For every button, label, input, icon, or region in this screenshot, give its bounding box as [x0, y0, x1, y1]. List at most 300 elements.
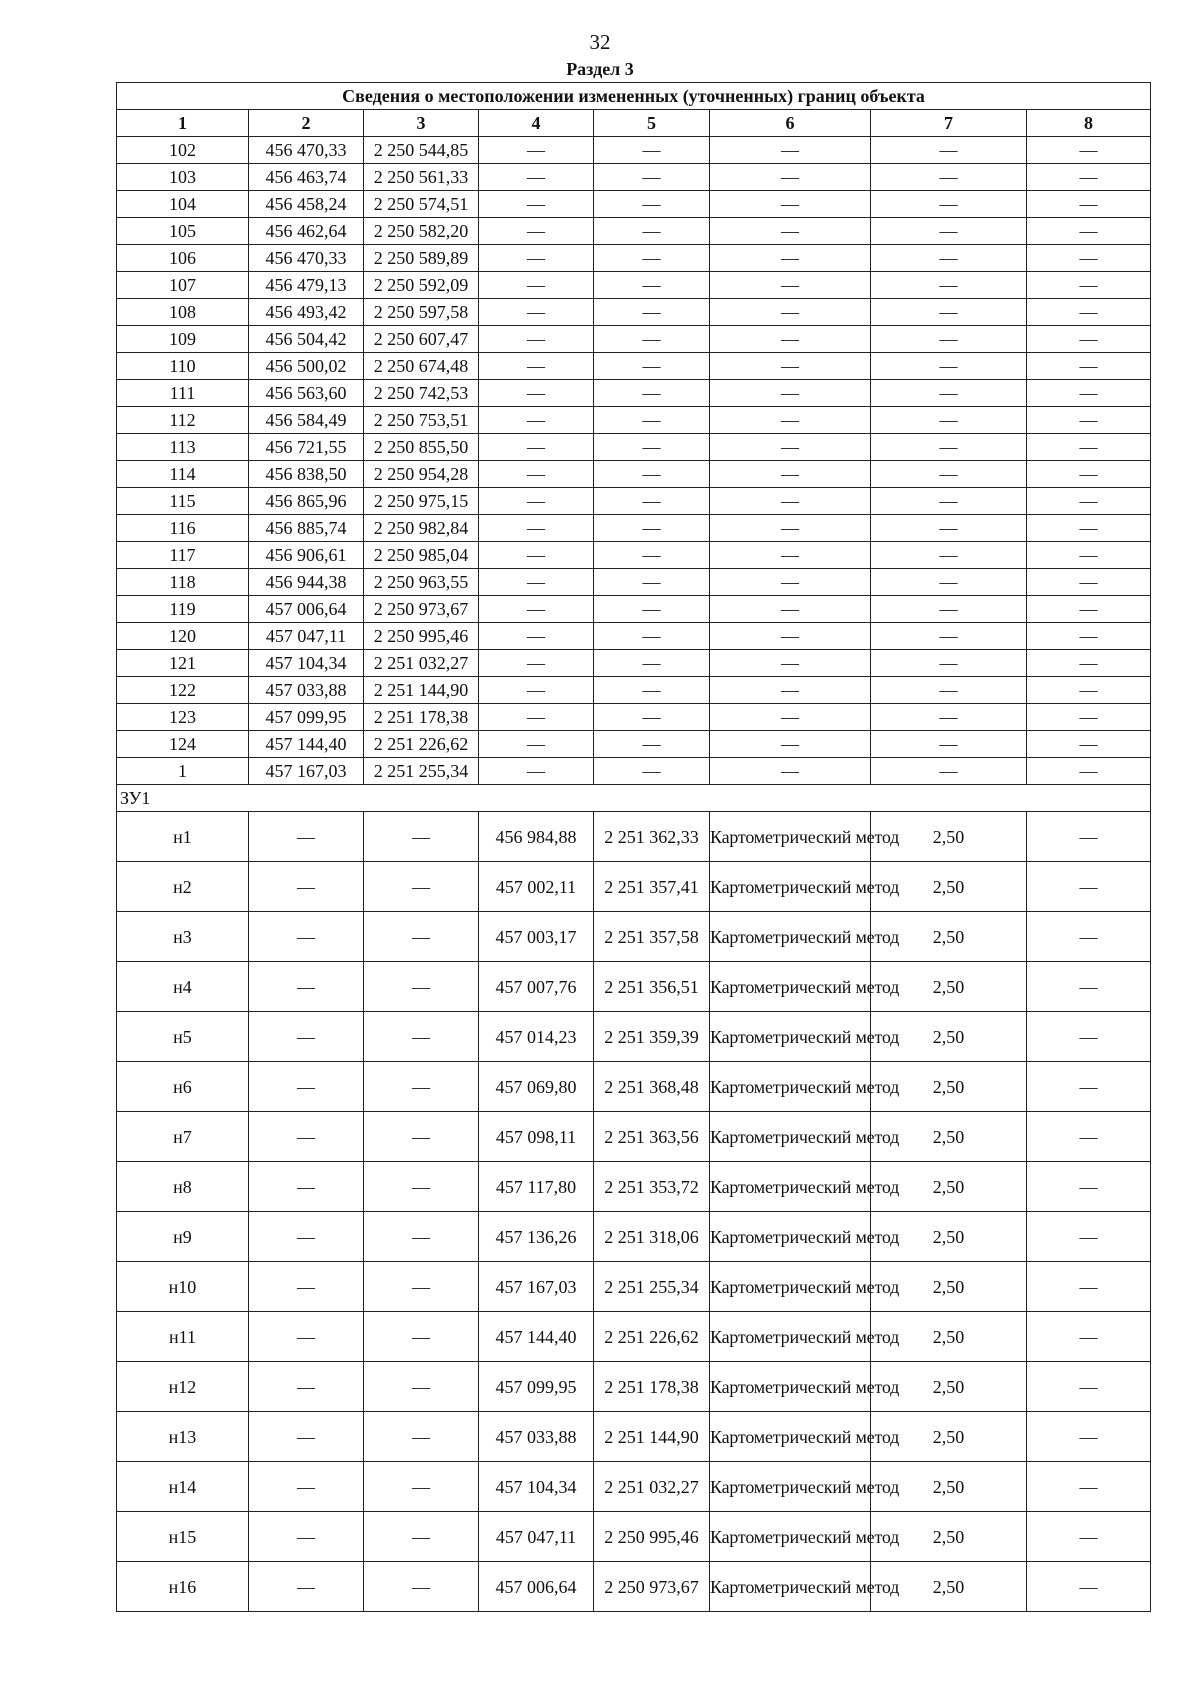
table-cell: 114: [117, 461, 249, 488]
column-header: 8: [1027, 110, 1151, 137]
table-cell: 109: [117, 326, 249, 353]
table-cell: 2 250 742,53: [364, 380, 479, 407]
table-cell: —: [1027, 1512, 1151, 1562]
table-cell: —: [479, 434, 594, 461]
table-cell: —: [594, 299, 710, 326]
method-cell: Картометрический метод: [710, 1012, 871, 1062]
table-cell: —: [594, 461, 710, 488]
column-header: 6: [710, 110, 871, 137]
table-cell: —: [710, 353, 871, 380]
table-cell: 2 250 544,85: [364, 137, 479, 164]
table-cell: —: [1027, 1412, 1151, 1462]
method-cell: Картометрический метод: [710, 1312, 871, 1362]
method-cell: Картометрический метод: [710, 1162, 871, 1212]
table-cell: —: [594, 542, 710, 569]
table-cell: —: [479, 380, 594, 407]
table-cell: 2 251 178,38: [364, 704, 479, 731]
table-cell: 118: [117, 569, 249, 596]
table-cell: —: [1027, 1212, 1151, 1262]
table-body: [117, 83, 1151, 1612]
table-cell: н7: [117, 1112, 249, 1162]
table-cell: 2 250 574,51: [364, 191, 479, 218]
table-cell: 457 104,34: [479, 1462, 594, 1512]
table-cell: —: [249, 1462, 364, 1512]
table-cell: —: [249, 1262, 364, 1312]
table-cell: —: [710, 623, 871, 650]
table-row: [117, 862, 1151, 912]
table-cell: 2 250 973,67: [594, 1562, 710, 1612]
table-cell: 2,50: [871, 912, 1027, 962]
table-cell: 456 470,33: [249, 137, 364, 164]
table-cell: н1: [117, 812, 249, 862]
table-cell: —: [364, 1112, 479, 1162]
table-cell: —: [710, 758, 871, 785]
table-cell: —: [871, 299, 1027, 326]
table-cell: 2 251 362,33: [594, 812, 710, 862]
table-cell: 2,50: [871, 1512, 1027, 1562]
table-cell: 107: [117, 272, 249, 299]
table-cell: —: [1027, 862, 1151, 912]
table-cell: н2: [117, 862, 249, 912]
table-cell: 457 098,11: [479, 1112, 594, 1162]
group-label: ЗУ1: [117, 785, 1151, 812]
column-header: 1: [117, 110, 249, 137]
table-cell: 2 250 973,67: [364, 596, 479, 623]
table-cell: —: [1027, 623, 1151, 650]
table-row: [117, 1512, 1151, 1562]
table-cell: 104: [117, 191, 249, 218]
table-cell: —: [1027, 272, 1151, 299]
table-cell: 457 144,40: [249, 731, 364, 758]
table-row: [117, 299, 1151, 326]
page-number: 32: [589, 30, 611, 54]
table-cell: 120: [117, 623, 249, 650]
table-cell: 2,50: [871, 962, 1027, 1012]
table-cell: —: [594, 191, 710, 218]
table-cell: —: [594, 434, 710, 461]
table-row: [117, 542, 1151, 569]
table-cell: 2 250 597,58: [364, 299, 479, 326]
table-row: [117, 731, 1151, 758]
table-cell: —: [594, 704, 710, 731]
table-cell: —: [710, 677, 871, 704]
table-cell: —: [249, 1362, 364, 1412]
table-cell: 457 002,11: [479, 862, 594, 912]
table-cell: 2 250 592,09: [364, 272, 479, 299]
table-cell: н5: [117, 1012, 249, 1062]
table-cell: —: [479, 569, 594, 596]
table-cell: 456 944,38: [249, 569, 364, 596]
table-cell: н4: [117, 962, 249, 1012]
table-cell: —: [710, 461, 871, 488]
table-cell: —: [871, 137, 1027, 164]
table-cell: —: [1027, 912, 1151, 962]
table-cell: 2 251 255,34: [594, 1262, 710, 1312]
table-cell: —: [364, 962, 479, 1012]
table-cell: —: [871, 704, 1027, 731]
column-header: 7: [871, 110, 1027, 137]
table-cell: —: [594, 218, 710, 245]
table-cell: —: [594, 272, 710, 299]
column-header: 5: [594, 110, 710, 137]
table-cell: —: [710, 731, 871, 758]
method-cell: Картометрический метод: [710, 1412, 871, 1462]
group-row: [117, 785, 1151, 812]
table-cell: 457 006,64: [479, 1562, 594, 1612]
table-cell: 2 251 357,41: [594, 862, 710, 912]
table-cell: —: [710, 488, 871, 515]
table-cell: —: [710, 164, 871, 191]
table-cell: 116: [117, 515, 249, 542]
method-cell: Картометрический метод: [710, 1512, 871, 1562]
table-cell: —: [871, 434, 1027, 461]
table-cell: 2 250 589,89: [364, 245, 479, 272]
table-cell: 2,50: [871, 1062, 1027, 1112]
table-cell: 2,50: [871, 1262, 1027, 1312]
table-cell: 456 906,61: [249, 542, 364, 569]
method-cell: Картометрический метод: [710, 1262, 871, 1312]
table-cell: —: [479, 758, 594, 785]
table-cell: —: [1027, 164, 1151, 191]
table-cell: 2,50: [871, 1312, 1027, 1362]
table-cell: —: [710, 515, 871, 542]
table-cell: —: [479, 353, 594, 380]
table-cell: —: [710, 218, 871, 245]
table-cell: —: [364, 1312, 479, 1362]
table-cell: 2 250 561,33: [364, 164, 479, 191]
table-cell: 108: [117, 299, 249, 326]
table-row: [117, 1012, 1151, 1062]
table-cell: 2 251 178,38: [594, 1362, 710, 1412]
table-cell: —: [594, 623, 710, 650]
table-row: [117, 380, 1151, 407]
table-cell: 2 250 582,20: [364, 218, 479, 245]
column-header: 3: [364, 110, 479, 137]
table-cell: н14: [117, 1462, 249, 1512]
table-row: [117, 488, 1151, 515]
table-cell: —: [1027, 677, 1151, 704]
table-cell: 2 251 359,39: [594, 1012, 710, 1062]
table-cell: 123: [117, 704, 249, 731]
table-cell: —: [249, 1162, 364, 1212]
table-row: [117, 812, 1151, 862]
section-title: Раздел 3: [566, 59, 634, 79]
table-cell: 2,50: [871, 1012, 1027, 1062]
method-cell: Картометрический метод: [710, 1062, 871, 1112]
table-cell: —: [594, 650, 710, 677]
table-cell: —: [871, 596, 1027, 623]
table-row: [117, 407, 1151, 434]
table-row: [117, 461, 1151, 488]
table-cell: 456 838,50: [249, 461, 364, 488]
table-cell: н3: [117, 912, 249, 962]
table-cell: —: [594, 164, 710, 191]
table-cell: —: [710, 596, 871, 623]
table-cell: 2,50: [871, 1212, 1027, 1262]
table-cell: 2,50: [871, 1112, 1027, 1162]
table-cell: —: [1027, 1362, 1151, 1412]
table-cell: 457 007,76: [479, 962, 594, 1012]
table-cell: 2 250 963,55: [364, 569, 479, 596]
table-cell: 2,50: [871, 1362, 1027, 1412]
table-row: [117, 245, 1151, 272]
method-cell: Картометрический метод: [710, 1462, 871, 1512]
table-cell: —: [871, 461, 1027, 488]
table-cell: —: [1027, 353, 1151, 380]
table-cell: —: [871, 245, 1027, 272]
table-cell: —: [479, 245, 594, 272]
table-cell: 124: [117, 731, 249, 758]
table-cell: 2 251 255,34: [364, 758, 479, 785]
table-cell: —: [1027, 407, 1151, 434]
table-cell: 456 493,42: [249, 299, 364, 326]
table-cell: 457 033,88: [249, 677, 364, 704]
table-cell: —: [1027, 650, 1151, 677]
table-cell: н15: [117, 1512, 249, 1562]
table-cell: 2 250 975,15: [364, 488, 479, 515]
table-cell: 121: [117, 650, 249, 677]
table-row: [117, 962, 1151, 1012]
table-cell: —: [364, 1062, 479, 1112]
table-cell: —: [364, 1212, 479, 1262]
table-cell: —: [594, 758, 710, 785]
table-cell: —: [249, 1112, 364, 1162]
table-cell: —: [364, 1262, 479, 1312]
table-cell: —: [594, 137, 710, 164]
table-cell: —: [1027, 812, 1151, 862]
table-cell: —: [479, 704, 594, 731]
table-cell: —: [479, 191, 594, 218]
table-cell: 2,50: [871, 1162, 1027, 1212]
table-row: [117, 1062, 1151, 1112]
table-cell: —: [364, 1462, 479, 1512]
table-cell: —: [1027, 299, 1151, 326]
table-cell: —: [249, 862, 364, 912]
table-cell: —: [249, 962, 364, 1012]
table-cell: 106: [117, 245, 249, 272]
table-cell: 456 470,33: [249, 245, 364, 272]
table-cell: —: [871, 650, 1027, 677]
table-cell: —: [1027, 488, 1151, 515]
table-cell: —: [479, 650, 594, 677]
table-cell: —: [594, 407, 710, 434]
table-cell: —: [710, 650, 871, 677]
table-cell: —: [364, 1562, 479, 1612]
table-cell: —: [479, 623, 594, 650]
table-cell: —: [479, 137, 594, 164]
table-cell: 456 462,64: [249, 218, 364, 245]
table-cell: —: [594, 353, 710, 380]
table-cell: —: [1027, 515, 1151, 542]
table-cell: 2 251 032,27: [594, 1462, 710, 1512]
table-cell: —: [1027, 137, 1151, 164]
table-cell: —: [249, 1012, 364, 1062]
table-cell: —: [594, 245, 710, 272]
table-cell: —: [479, 515, 594, 542]
table-row: [117, 353, 1151, 380]
table-cell: —: [479, 299, 594, 326]
table-cell: —: [871, 353, 1027, 380]
table-cell: —: [1027, 1062, 1151, 1112]
table-cell: —: [1027, 1312, 1151, 1362]
table-cell: —: [479, 407, 594, 434]
table-row: [117, 912, 1151, 962]
table-cell: 111: [117, 380, 249, 407]
table-cell: —: [479, 596, 594, 623]
table-cell: 105: [117, 218, 249, 245]
table-cell: —: [479, 272, 594, 299]
table-cell: —: [1027, 569, 1151, 596]
table-cell: 456 500,02: [249, 353, 364, 380]
table-cell: 2 251 363,56: [594, 1112, 710, 1162]
table-cell: н12: [117, 1362, 249, 1412]
table-cell: 457 144,40: [479, 1312, 594, 1362]
method-cell: Картометрический метод: [710, 1362, 871, 1412]
table-cell: 113: [117, 434, 249, 461]
table-cell: —: [710, 299, 871, 326]
table-cell: 2 250 985,04: [364, 542, 479, 569]
table-cell: —: [1027, 758, 1151, 785]
table-cell: —: [871, 758, 1027, 785]
table-cell: 456 721,55: [249, 434, 364, 461]
table-cell: н6: [117, 1062, 249, 1112]
table-cell: —: [710, 245, 871, 272]
table-cell: —: [594, 596, 710, 623]
table-cell: —: [364, 812, 479, 862]
table-cell: —: [1027, 461, 1151, 488]
table-cell: —: [479, 488, 594, 515]
table-cell: —: [1027, 1562, 1151, 1612]
table-cell: —: [1027, 326, 1151, 353]
table-cell: —: [249, 1412, 364, 1462]
table-cell: 456 584,49: [249, 407, 364, 434]
table-cell: 457 136,26: [479, 1212, 594, 1262]
table-cell: —: [871, 218, 1027, 245]
table-cell: 117: [117, 542, 249, 569]
table-cell: —: [1027, 434, 1151, 461]
table-cell: —: [871, 731, 1027, 758]
table-cell: —: [1027, 245, 1151, 272]
table-cell: —: [1027, 1012, 1151, 1062]
table-cell: н9: [117, 1212, 249, 1262]
table-cell: 1: [117, 758, 249, 785]
table-row: [117, 191, 1151, 218]
table-cell: 119: [117, 596, 249, 623]
table-cell: —: [364, 912, 479, 962]
table-row: [117, 164, 1151, 191]
table-cell: 2 250 995,46: [364, 623, 479, 650]
table-cell: 115: [117, 488, 249, 515]
table-cell: —: [364, 1012, 479, 1062]
table-cell: —: [871, 677, 1027, 704]
table-cell: 2 251 226,62: [594, 1312, 710, 1362]
table-cell: —: [249, 1512, 364, 1562]
table-cell: 2 251 368,48: [594, 1062, 710, 1112]
table-cell: —: [871, 407, 1027, 434]
table-cell: 2 251 356,51: [594, 962, 710, 1012]
table-cell: —: [249, 1062, 364, 1112]
table-cell: —: [479, 164, 594, 191]
table-row: [117, 1162, 1151, 1212]
table-caption-row: [117, 83, 1151, 110]
table-row: [117, 272, 1151, 299]
table-cell: —: [1027, 542, 1151, 569]
table-row: [117, 515, 1151, 542]
table-cell: —: [364, 1362, 479, 1412]
table-cell: —: [1027, 380, 1151, 407]
table-cell: 122: [117, 677, 249, 704]
table-cell: 2,50: [871, 862, 1027, 912]
table-cell: 456 984,88: [479, 812, 594, 862]
table-cell: —: [594, 488, 710, 515]
table-cell: —: [710, 704, 871, 731]
table-cell: —: [710, 407, 871, 434]
method-cell: Картометрический метод: [710, 1112, 871, 1162]
method-cell: Картометрический метод: [710, 912, 871, 962]
table-cell: —: [479, 218, 594, 245]
table-row: [117, 326, 1151, 353]
table-cell: 457 033,88: [479, 1412, 594, 1462]
table-cell: 2 251 318,06: [594, 1212, 710, 1262]
table-cell: 456 479,13: [249, 272, 364, 299]
table-cell: —: [710, 542, 871, 569]
table-row: [117, 1362, 1151, 1412]
table-cell: 2,50: [871, 1562, 1027, 1612]
table-cell: —: [871, 380, 1027, 407]
table-cell: —: [594, 380, 710, 407]
table-cell: —: [871, 515, 1027, 542]
table-cell: 456 865,96: [249, 488, 364, 515]
table-row: [117, 1112, 1151, 1162]
table-cell: 2 250 607,47: [364, 326, 479, 353]
table-cell: н11: [117, 1312, 249, 1362]
table-cell: 2,50: [871, 1462, 1027, 1512]
table-cell: —: [594, 731, 710, 758]
table-cell: 457 167,03: [479, 1262, 594, 1312]
table-cell: —: [479, 731, 594, 758]
method-cell: Картометрический метод: [710, 812, 871, 862]
table-cell: —: [1027, 191, 1151, 218]
table-cell: 2 250 674,48: [364, 353, 479, 380]
table-row: [117, 623, 1151, 650]
table-cell: н8: [117, 1162, 249, 1212]
table-row: [117, 1312, 1151, 1362]
table-cell: —: [594, 515, 710, 542]
table-cell: 456 458,24: [249, 191, 364, 218]
table-cell: 2 251 144,90: [364, 677, 479, 704]
table-cell: —: [871, 542, 1027, 569]
table-cell: н16: [117, 1562, 249, 1612]
table-row: [117, 677, 1151, 704]
table-row: [117, 596, 1151, 623]
method-cell: Картометрический метод: [710, 862, 871, 912]
table-cell: 2 251 353,72: [594, 1162, 710, 1212]
table-cell: 457 006,64: [249, 596, 364, 623]
table-cell: 457 047,11: [479, 1512, 594, 1562]
table-cell: 2 250 995,46: [594, 1512, 710, 1562]
table-cell: —: [249, 1562, 364, 1612]
table-cell: 457 117,80: [479, 1162, 594, 1212]
table-cell: 456 563,60: [249, 380, 364, 407]
table-row: [117, 218, 1151, 245]
table-cell: —: [871, 191, 1027, 218]
table-cell: —: [710, 137, 871, 164]
column-header: 2: [249, 110, 364, 137]
table-cell: —: [1027, 962, 1151, 1012]
table-cell: 2 250 855,50: [364, 434, 479, 461]
table-row: [117, 1212, 1151, 1262]
table-cell: 457 167,03: [249, 758, 364, 785]
